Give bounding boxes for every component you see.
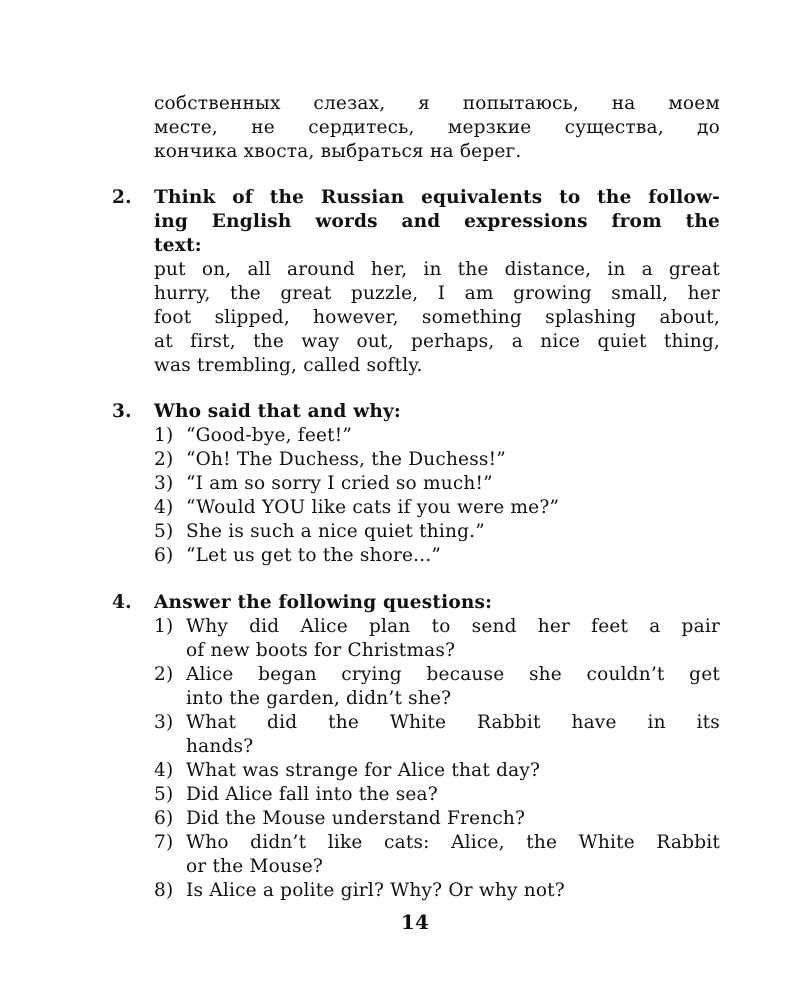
list-item-text: “Let us get to the shore...” (186, 545, 442, 566)
question-text: Why did Alice plan to send her feet a pair (186, 616, 720, 637)
question-number: 7) (154, 832, 174, 853)
list-item-number: 2) (154, 449, 174, 470)
question-number: 4) (154, 760, 174, 781)
question-text: Is Alice a polite girl? Why? Or why not? (186, 880, 565, 901)
section-2-body: foot slipped, however, something splashing about, (154, 307, 720, 328)
list-item-number: 6) (154, 545, 174, 566)
list-item-text: She is such a nice quiet thing.” (186, 521, 485, 542)
intro-line: месте, не сердитесь, мерзкие существа, до (154, 117, 720, 138)
section-2-heading: ing English words and expressions from the (154, 211, 720, 232)
section-2-heading: text: (154, 235, 202, 256)
question-text: hands? (186, 736, 254, 757)
question-text: or the Mouse? (186, 856, 323, 877)
intro-line: кончика хвоста, выбраться на берег. (154, 141, 522, 162)
question-number: 8) (154, 880, 174, 901)
question-number: 6) (154, 808, 174, 829)
section-2-body: was trembling, called softly. (154, 355, 423, 376)
list-item-number: 1) (154, 425, 174, 446)
list-item-text: “Good-bye, feet!” (186, 425, 353, 446)
question-text: Who didn’t like cats: Alice, the White Rabbit (186, 832, 720, 853)
question-number: 1) (154, 616, 174, 637)
list-item-text: “I am so sorry I cried so much!” (186, 473, 493, 494)
section-3-number: 3. (112, 401, 132, 422)
intro-line: собственных слезах, я попытаюсь, на моем (154, 93, 720, 114)
list-item-number: 4) (154, 497, 174, 518)
list-item-text: “Oh! The Duchess, the Duchess!” (186, 449, 506, 470)
section-4-number: 4. (112, 592, 132, 613)
section-2-number: 2. (112, 187, 132, 208)
question-text: What was strange for Alice that day? (186, 760, 541, 781)
list-item-number: 3) (154, 473, 174, 494)
question-text: Did the Mouse understand French? (186, 808, 526, 829)
page-number: 14 (400, 910, 430, 934)
list-item-text: “Would YOU like cats if you were me?” (186, 497, 560, 518)
question-text: Alice began crying because she couldn’t get (186, 664, 720, 685)
question-text: into the garden, didn’t she? (186, 688, 452, 709)
question-text: What did the White Rabbit have in its (186, 712, 720, 733)
list-item-number: 5) (154, 521, 174, 542)
section-2-body: hurry, the great puzzle, I am growing small, her (154, 283, 720, 304)
question-text: of new boots for Christmas? (186, 640, 456, 661)
question-number: 2) (154, 664, 174, 685)
section-2-body: at first, the way out, perhaps, a nice quiet thing, (154, 331, 720, 352)
section-2-body: put on, all around her, in the distance, in a great (154, 259, 720, 280)
section-3-heading: Who said that and why: (154, 401, 401, 422)
section-2-heading: Think of the Russian equivalents to the follow- (154, 187, 720, 208)
section-4-heading: Answer the following questions: (154, 592, 493, 613)
question-number: 5) (154, 784, 174, 805)
question-number: 3) (154, 712, 174, 733)
question-text: Did Alice fall into the sea? (186, 784, 438, 805)
